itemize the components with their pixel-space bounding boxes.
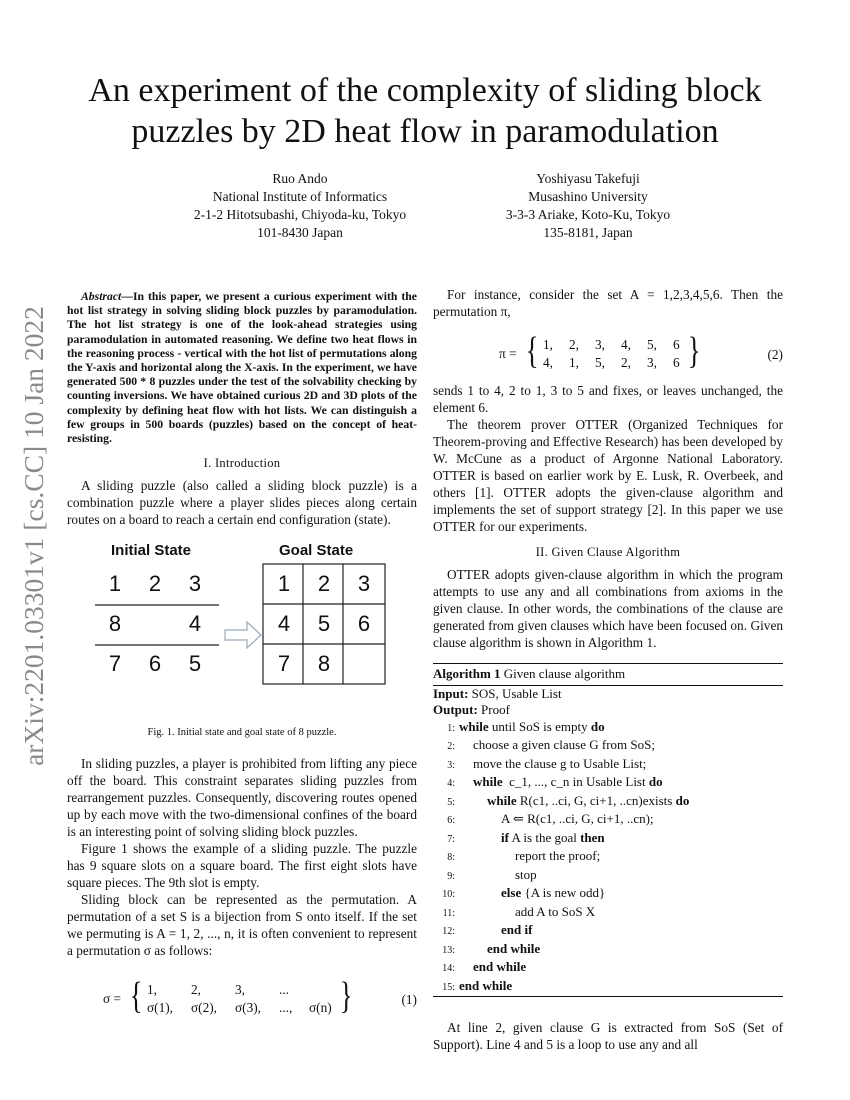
keyword: else (501, 885, 522, 900)
paragraph: A sliding puzzle (also called a sliding block puzzle) is a combination puzzle where a player slides pieces along certain routes on a board to reach a certain end configuration (state). (67, 478, 417, 528)
algorithm-line (433, 959, 783, 978)
line-number: 1: (447, 722, 455, 734)
puzzle-tile: 5 (188, 651, 202, 677)
puzzle-tile: 4 (188, 611, 202, 637)
algorithm-lines (433, 719, 783, 997)
line-text: add A to SoS X (515, 903, 596, 919)
puzzle-tile: 3 (188, 571, 202, 597)
algorithm-line (433, 885, 783, 904)
paragraph: For instance, consider the set A = 1,2,3,4,5,6. Then the permutation π, (433, 287, 783, 319)
arrow-right-icon (225, 622, 261, 648)
line-number: 14: (442, 963, 455, 974)
algorithm-header (433, 664, 783, 686)
input-value: SOS, Usable List (471, 685, 562, 701)
author-name: Yoshiyasu Takefuji (536, 171, 640, 186)
puzzle-tile: 8 (317, 651, 331, 677)
puzzle-tile: 6 (148, 651, 162, 677)
puzzle-tile: 1 (277, 571, 291, 597)
paragraph: Figure 1 shows the example of a sliding puzzle. The puzzle has 9 square slots on a square board. The first eight slots have square pieces. The 9th slot is empty. (67, 841, 417, 891)
eq-cell: σ(2), (191, 1000, 217, 1016)
paragraph: At line 2, given clause G is extracted from SoS (Set of Support). Line 4 and 5 is a loop to use any and all (433, 1020, 783, 1052)
eq-cell: 2, (191, 982, 201, 998)
puzzle-tile: 3 (357, 571, 371, 597)
line-text: c_1, ..., c_n in Usable List (502, 774, 649, 789)
puzzle-tile: 6 (357, 611, 371, 637)
line-number: 12: (442, 926, 455, 937)
right-brace: } (687, 330, 701, 372)
eq-cell: 4, (621, 337, 631, 352)
arxiv-stamp (14, 296, 54, 776)
left-column (67, 290, 417, 1027)
algorithm-line (433, 774, 783, 793)
author-address: 2-1-2 Hitotsubashi, Chiyoda-ku, Tokyo (193, 207, 407, 222)
algorithm-line (433, 737, 783, 756)
puzzle-tile: 2 (317, 571, 331, 597)
figure-1 (67, 542, 417, 712)
algorithm-output (433, 702, 783, 719)
keyword: end while (459, 977, 513, 993)
author-block-2 (438, 170, 738, 242)
line-number: 8: (447, 852, 455, 863)
eq-cell: 5, (647, 337, 657, 352)
algorithm-1 (433, 663, 783, 997)
keyword: if (501, 829, 509, 845)
line-text: A is the goal (508, 829, 581, 845)
eq-cell: 6 (673, 355, 680, 370)
arxiv-id: arXiv:2201.03301v1 [cs.CC] 10 Jan 2022 (18, 306, 49, 766)
algorithm-line (433, 904, 783, 923)
algorithm-line (433, 793, 783, 812)
line-number: 7: (447, 833, 455, 845)
keyword: do (590, 718, 605, 734)
keyword: then (580, 829, 605, 845)
puzzle-tile (344, 644, 384, 684)
equation-1 (67, 973, 417, 1027)
line-text: A ⇐ R(c1, ..ci, G, ci+1, ..cn); (501, 811, 654, 826)
line-number: 13: (442, 944, 455, 956)
input-label: Input: (433, 685, 469, 701)
figure-caption: Fig. 1. Initial state and goal state of 8 puzzle. (147, 727, 337, 739)
line-number: 2: (447, 741, 455, 752)
keyword: do (648, 774, 663, 789)
equation-2 (433, 328, 783, 382)
puzzle-tile: 5 (317, 611, 331, 637)
algorithm-title: Given clause algorithm (503, 666, 626, 681)
eq-cell: 2, (569, 337, 579, 352)
author-block-1 (150, 170, 450, 242)
eq-cell: ..., (279, 1000, 293, 1016)
algorithm-line (433, 848, 783, 867)
algorithm-line (433, 941, 783, 960)
output-value: Proof (481, 702, 510, 717)
puzzle-tile: 7 (277, 651, 291, 677)
eq-cell: 2, (621, 355, 631, 370)
author-name: Ruo Ando (272, 171, 328, 186)
eq-lhs: σ = (103, 991, 121, 1007)
author-postal: 135-8181, Japan (543, 225, 633, 240)
paragraph: In sliding puzzles, a player is prohibited from lifting any piece off the board. This constraint separates sliding puzzles from rearrangement puzzles. Consequently, discovering routes opened up by each move with the two-dimensional confines of the board is an interesting point of solving sliding block puzzles. (67, 756, 417, 840)
line-text: choose a given clause G from SoS; (473, 737, 655, 752)
section-heading: II. Given Clause Algorithm (535, 545, 681, 559)
line-text: {A is new odd} (521, 885, 606, 900)
algorithm-line (433, 922, 783, 941)
eq-cell: 1, (543, 337, 553, 352)
paragraph: sends 1 to 4, 2 to 1, 3 to 5 and fixes, or leaves unchanged, the element 6. (433, 383, 783, 415)
keyword: end while (487, 940, 541, 956)
eq-cell: 1, (569, 355, 579, 370)
left-brace: { (525, 330, 539, 372)
author-postal: 101-8430 Japan (257, 225, 343, 240)
line-number: 5: (447, 796, 455, 808)
eq-cell: ... (279, 982, 289, 998)
puzzle-tile: 8 (108, 611, 122, 637)
eq-lhs: π = (499, 346, 517, 361)
abstract-text: —In this paper, we present a curious experiment with the hot list strategy in solving sliding block puzzles by paramodulation. The hot list strategy is one of the look-ahead strategies using paramodulation in automated reasoning. We define two heat flows in the reasoning process - vertical with the hot list of permutations along the Y-axis and horizontal along the X-axis. In the experiment, we have generated 500 * 8 puzzles under the test of the solvability checking by counting inversions. We have obtained curious 2D and 3D plots of the complexity by defining heat flow with hot lists. We can distinguish a few groups in 500 boards (puzzles) based on the concept of heat-resisting. (67, 290, 417, 446)
paper-title: An experiment of the complexity of sliding block puzzles by 2D heat flow in paramodulation (88, 72, 762, 150)
line-number: 6: (447, 815, 455, 826)
author-affiliation: National Institute of Informatics (212, 189, 388, 204)
algorithm-input (433, 686, 783, 703)
paragraph: OTTER adopts given-clause algorithm in which the program attempts to use any and all combinations from axioms in the given clause. In other words, the combinations of the clause are generated from given clauses which have been focused on. Given clause algorithm is shown in Algorithm 1. (433, 567, 783, 650)
paragraph: The theorem prover OTTER (Organized Techniques for Theorem-proving and Effective Research) has been developed by W. McCune as a product of Argonne National Laboratory. OTTER is based on earlier work by E. Lusk, R. Overbeek, and others [1]. OTTER adopts the given-clause algorithm and implements the set of support strategy [2]. In this paper we use OTTER for our experiments. (433, 417, 783, 534)
eq-cell: σ(3), (235, 1000, 261, 1016)
eq-cell: 5, (595, 355, 605, 370)
line-text: R(c1, ..ci, G, ci+1, ..cn)exists (516, 792, 676, 808)
right-brace: } (339, 975, 353, 1018)
equation-number: (2) (767, 347, 783, 362)
keyword: while (473, 774, 503, 789)
puzzle-tile (135, 604, 175, 644)
puzzle-tile: 7 (108, 651, 122, 677)
eq-cell: 3, (647, 355, 657, 370)
puzzle-tile: 2 (148, 571, 162, 597)
line-number: 10: (442, 889, 455, 900)
initial-state-label: Initial State (111, 542, 192, 560)
keyword: do (675, 792, 690, 808)
eq-cell: 4, (543, 355, 553, 370)
author-affiliation: Musashino University (528, 189, 648, 204)
line-number: 9: (447, 870, 455, 882)
goal-state-label: Goal State (279, 542, 354, 560)
equation-number: (1) (401, 992, 417, 1008)
eq-cell: σ(n) (309, 1000, 332, 1016)
eq-cell: 1, (147, 982, 157, 998)
line-text: stop (515, 866, 537, 882)
line-number: 3: (447, 759, 455, 771)
eq-cell: 6 (673, 337, 680, 352)
algorithm-line (433, 978, 783, 997)
line-number: 4: (447, 778, 455, 789)
section-heading: I. Introduction (203, 456, 281, 471)
output-label: Output: (433, 702, 478, 717)
abstract-label: Abstract (81, 290, 122, 303)
algorithm-line (433, 867, 783, 886)
abstract (67, 290, 417, 446)
line-number: 11: (442, 907, 455, 919)
paragraph: Sliding block can be represented as the permutation. A permutation of a set S is a bijection from S onto itself. If the set we permuting is A = 1, 2, ..., n, it is often convenient to represent a permutation σ as follows: (67, 892, 417, 959)
eq-cell: 3, (595, 337, 605, 352)
keyword: while (459, 718, 489, 734)
algorithm-label: Algorithm 1 (433, 666, 501, 681)
keyword: end while (473, 959, 527, 974)
line-text: report the proof; (515, 848, 601, 863)
algorithm-line (433, 811, 783, 830)
eq-cell: 3, (235, 982, 245, 998)
left-brace: { (129, 975, 143, 1018)
puzzle-tile: 4 (277, 611, 291, 637)
author-address: 3-3-3 Ariake, Koto-Ku, Tokyo (505, 207, 671, 222)
keyword: end if (501, 922, 533, 937)
puzzle-tile: 1 (108, 571, 122, 597)
right-column (433, 286, 783, 1053)
eq-cell: σ(1), (147, 1000, 173, 1016)
algorithm-line (433, 830, 783, 849)
algorithm-line (433, 756, 783, 775)
line-text: until SoS is empty (488, 718, 591, 734)
algorithm-line (433, 719, 783, 738)
line-number: 15: (442, 981, 455, 993)
keyword: while (487, 792, 517, 808)
line-text: move the clause g to Usable List; (473, 755, 647, 771)
